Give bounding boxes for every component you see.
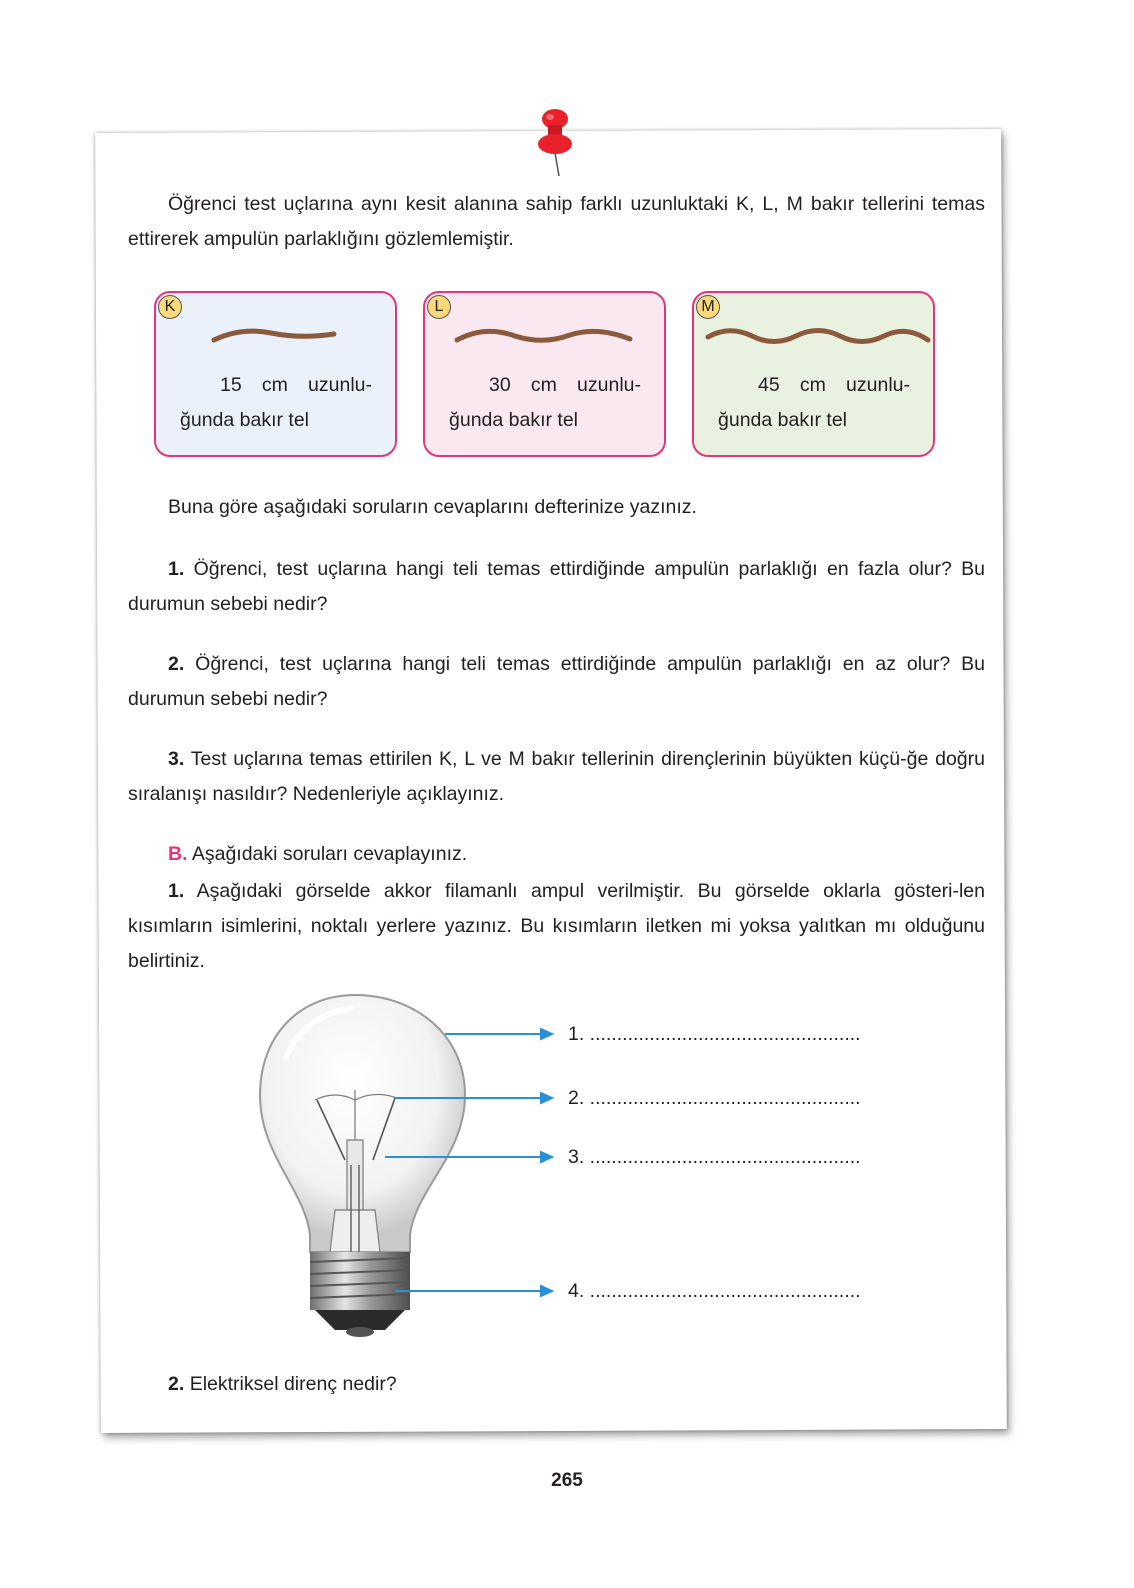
wire-label-badge: L bbox=[427, 295, 451, 319]
wire-caption: 45 cm uzunlu- ğunda bakır tel bbox=[718, 374, 910, 431]
wire-caption: 30 cm uzunlu- ğunda bakır tel bbox=[449, 374, 641, 431]
answer-blank-2[interactable]: 2. .................................................. bbox=[568, 1087, 861, 1109]
wire-caption: 15 cm uzunlu- ğunda bakır tel bbox=[180, 374, 372, 431]
answer-blank-4[interactable]: 4. .................................................. bbox=[568, 1280, 861, 1302]
question-3: 3. Test uçlarına temas ettirilen K, L ve M bakır tellerinin dirençlerinin büyükten küçü-ğe doğru sıralanışı nasıldır? Nedenleriyle açıklayınız. bbox=[128, 748, 985, 805]
question-2: 2. Öğrenci, test uçlarına hangi teli temas ettirdiğinde ampulün parlaklığı en az olur? Bu durumun sebebi nedir? bbox=[128, 653, 985, 710]
section-b-heading: B. Aşağıdaki soruları cevaplayınız. bbox=[168, 843, 468, 865]
section-b-question-1: 1. Aşağıdaki görselde akkor filamanlı ampul verilmiştir. Bu görselde oklarla gösteri-len kısımların isimlerini, noktalı yerlere yazınız. Bu kısımların iletken mi yoksa yalıtkan mı olduğunu belirtiniz. bbox=[128, 880, 986, 972]
answer-blank-3[interactable]: 3. .................................................. bbox=[568, 1146, 861, 1168]
section-b-question-2: 2. Elektriksel direnç nedir? bbox=[168, 1373, 397, 1395]
intro-paragraph: Öğrenci test uçlarına aynı kesit alanına sahip farklı uzunluktaki K, L, M bakır tellerini temas ettirerek ampulün parlaklığını gözlemlemiştir. bbox=[128, 193, 985, 250]
wire-label-badge: K bbox=[158, 295, 182, 319]
page-number: 265 bbox=[551, 1470, 583, 1491]
wire-label-badge: M bbox=[696, 295, 720, 319]
instruction-text: Buna göre aşağıdaki soruların cevaplarını defterinize yazınız. bbox=[168, 496, 697, 518]
question-1: 1. Öğrenci, test uçlarına hangi teli temas ettirdiğinde ampulün parlaklığı en fazla olur? Bu durumun sebebi nedir? bbox=[128, 558, 986, 615]
answer-blank-1[interactable]: 1. .................................................. bbox=[568, 1023, 861, 1045]
